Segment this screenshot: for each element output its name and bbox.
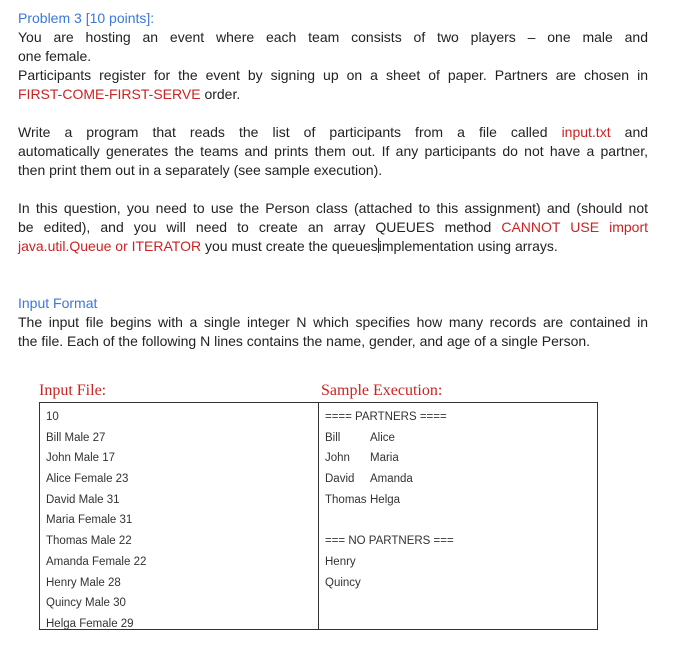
registration-line-2-rest: order. <box>204 86 241 102</box>
task-line-1-a: Write a program that reads the list of participants from a file called <box>18 124 548 140</box>
registration-line-1: Participants register for the event by signing up on a sheet of paper. Partners are chosen in <box>18 67 648 83</box>
task-line-1-b: and <box>624 124 649 140</box>
intro-line-1: You are hosting an event where each team consists of two players – one male and <box>18 29 648 45</box>
input-line: Helga Female 29 <box>46 617 134 630</box>
requirement-line-2-a: be edited), and you will need to create an array QUEUES method <box>18 219 492 235</box>
pair-male: Thomas <box>325 493 367 506</box>
problem-title: Problem 3 [10 points]: <box>18 10 155 26</box>
input-line: Bill Male 27 <box>46 431 106 444</box>
input-line: John Male 17 <box>46 452 116 465</box>
requirement-line-2 <box>18 218 648 237</box>
blank-line <box>325 510 597 531</box>
task-line-3: then print them out in a separately (see sample execution). <box>18 162 383 178</box>
task-line-2: automatically generates the teams and prints them out. If any participants do not have a partner, <box>18 143 648 159</box>
requirement-line-3 <box>18 237 648 256</box>
fcfs-highlight: FIRST-COME-FIRST-SERVE <box>18 86 201 102</box>
input-format-line-2: the file. Each of the following N lines contains the name, gender, and age of a single Person. <box>18 333 591 349</box>
partner-pair <box>325 428 597 449</box>
partners-title: ==== PARTNERS ==== <box>325 411 447 423</box>
input-file-header: Input File: <box>39 382 107 399</box>
sample-execution-header: Sample Execution: <box>321 382 443 399</box>
input-line: David Male 31 <box>46 493 120 506</box>
requirement-line-3-a: you must create the queues <box>205 238 378 254</box>
task-line-1 <box>18 123 648 142</box>
pair-male: David <box>325 473 355 486</box>
sample-execution-box <box>318 402 598 630</box>
input-file-box <box>39 402 319 630</box>
input-file-highlight: input.txt <box>561 124 611 140</box>
pair-female: Maria <box>370 452 399 465</box>
input-line: Alice Female 23 <box>46 473 129 486</box>
input-line: Henry Male 28 <box>46 576 121 589</box>
input-line: 10 <box>46 411 59 423</box>
pair-male: John <box>325 452 350 465</box>
requirement-line-3-b: implementation using arrays. <box>378 238 558 254</box>
input-line: Thomas Male 22 <box>46 535 132 548</box>
example-tables <box>39 382 599 630</box>
no-partners-title: === NO PARTNERS === <box>325 535 454 548</box>
pair-female: Helga <box>370 493 401 506</box>
input-line: Quincy Male 30 <box>46 597 126 610</box>
requirement-line-1: In this question, you need to use the Person class (attached to this assignment) and (should not <box>18 200 648 216</box>
intro-line-2: one female. <box>18 48 92 64</box>
restriction-highlight-1: CANNOT USE import <box>501 219 648 235</box>
restriction-highlight-2: java.util.Queue or ITERATOR <box>18 238 202 254</box>
partner-pair <box>325 448 597 469</box>
pair-male: Bill <box>325 431 341 444</box>
input-format-title: Input Format <box>18 295 98 311</box>
unpaired-name: Henry <box>325 555 356 568</box>
input-line: Amanda Female 22 <box>46 555 147 568</box>
partner-pair <box>325 490 597 511</box>
problem-statement <box>18 9 648 351</box>
partner-pair <box>325 469 597 490</box>
unpaired-name: Quincy <box>325 576 361 589</box>
registration-line-2 <box>18 85 648 104</box>
pair-female: Amanda <box>370 473 413 486</box>
pair-female: Alice <box>370 431 395 444</box>
input-line: Maria Female 31 <box>46 514 133 527</box>
input-format-line-1: The input file begins with a single integer N which specifies how many records are contained in <box>18 314 648 330</box>
